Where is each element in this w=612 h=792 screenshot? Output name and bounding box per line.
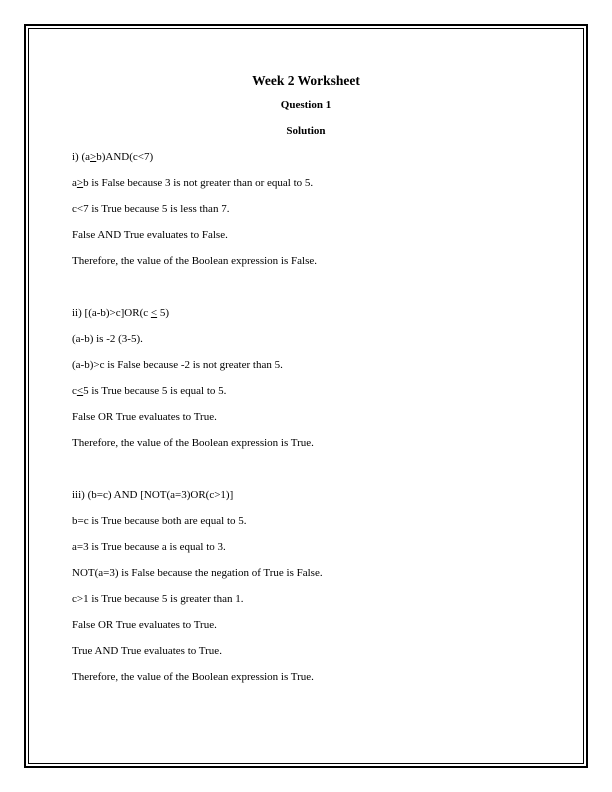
solution-heading: Solution xyxy=(286,125,326,137)
part3-line: c>1 is True because 5 is greater than 1. xyxy=(72,593,244,605)
part1-conclusion: Therefore, the value of the Boolean expression is False. xyxy=(72,255,317,267)
part3-conclusion: Therefore, the value of the Boolean expression is True. xyxy=(72,671,314,683)
part2-line: (a-b) is -2 (3-5). xyxy=(72,333,143,345)
worksheet-body xyxy=(72,70,540,690)
part3-line: b=c is True because both are equal to 5. xyxy=(72,515,247,527)
part2-line: c<5 is True because 5 is equal to 5. xyxy=(72,385,227,397)
part1-line: False AND True evaluates to False. xyxy=(72,229,228,241)
worksheet-title: Week 2 Worksheet xyxy=(252,73,360,88)
part1-line: a>b is False because 3 is not greater than or equal to 5. xyxy=(72,177,314,189)
part2-line: False OR True evaluates to True. xyxy=(72,411,217,423)
part3-line: False OR True evaluates to True. xyxy=(72,619,217,631)
part3-line: NOT(a=3) is False because the negation of True is False. xyxy=(72,567,323,579)
part2-heading: ii) [(a-b)>c]OR(c < 5) xyxy=(72,307,170,319)
part1-line: c<7 is True because 5 is less than 7. xyxy=(72,203,230,215)
part2-line: (a-b)>c is False because -2 is not greater than 5. xyxy=(72,359,283,371)
part1-heading: i) (a>b)AND(c<7) xyxy=(72,151,154,163)
part3-line: True AND True evaluates to True. xyxy=(72,645,222,657)
question-heading: Question 1 xyxy=(280,99,332,111)
part3-heading: iii) (b=c) AND [NOT(a=3)OR(c>1)] xyxy=(72,489,234,501)
part2-conclusion: Therefore, the value of the Boolean expression is True. xyxy=(72,437,314,449)
part3-line: a=3 is True because a is equal to 3. xyxy=(72,541,226,553)
